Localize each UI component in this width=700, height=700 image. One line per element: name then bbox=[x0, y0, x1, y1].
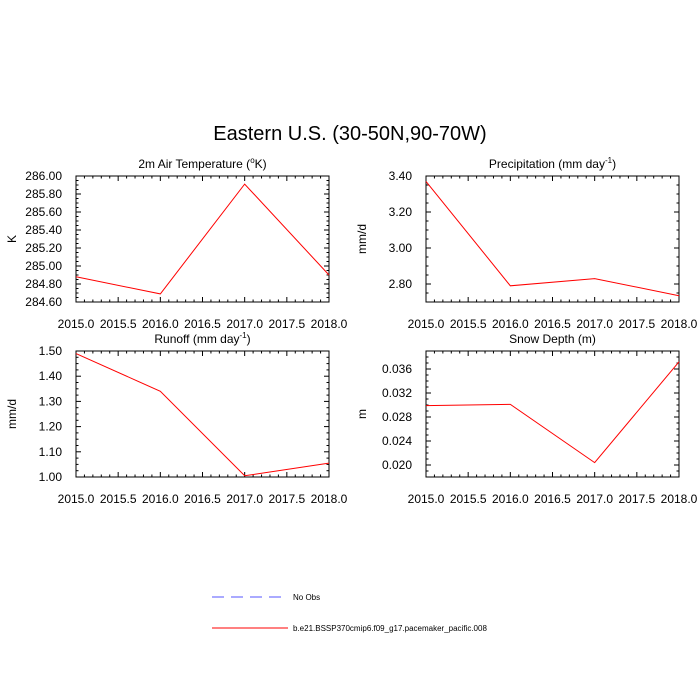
y-tick-label: 3.20 bbox=[388, 205, 412, 219]
x-tick-label: 2016.5 bbox=[184, 317, 221, 331]
x-tick-label: 2015.5 bbox=[99, 492, 137, 506]
panels bbox=[5, 156, 698, 506]
panel-title bbox=[509, 332, 596, 346]
y-tick-label: 1.10 bbox=[38, 444, 62, 459]
panel-title bbox=[138, 156, 266, 171]
figure-title: Eastern U.S. (30-50N,90-70W) bbox=[213, 123, 487, 145]
panel-title-text: Runoff (mm day bbox=[154, 332, 240, 346]
x-tick-label: 2017.5 bbox=[268, 317, 306, 331]
y-tick-label: 0.036 bbox=[381, 362, 412, 376]
y-axis-label: mm/d bbox=[5, 399, 19, 429]
y-axis-label: mm/d bbox=[355, 224, 369, 254]
y-tick-label: 286.00 bbox=[25, 169, 62, 183]
y-tick-label: 0.032 bbox=[381, 386, 412, 400]
series-line bbox=[76, 184, 329, 294]
x-tick-label: 2015.0 bbox=[407, 317, 445, 331]
x-tick-label: 2015.5 bbox=[449, 317, 487, 331]
panel-title-superscript: -1 bbox=[239, 331, 247, 340]
panel-title-superscript: o bbox=[250, 156, 255, 165]
panel-title-text: 2m Air Temperature ( bbox=[138, 157, 251, 171]
y-axis-label: K bbox=[5, 234, 19, 244]
y-tick-label: 0.020 bbox=[381, 458, 412, 472]
x-tick-label: 2016.0 bbox=[491, 492, 529, 506]
x-tick-label: 2016.0 bbox=[491, 317, 529, 331]
panel-title bbox=[489, 156, 616, 171]
x-tick-label: 2017.5 bbox=[618, 317, 656, 331]
y-tick-label: 285.80 bbox=[25, 187, 62, 201]
x-tick-label: 2017.0 bbox=[226, 317, 264, 331]
plot-frame bbox=[426, 176, 679, 302]
y-axis-label: m bbox=[355, 409, 369, 419]
legend-label-1: No Obs bbox=[293, 593, 321, 602]
y-tick-label: 1.20 bbox=[38, 419, 62, 434]
y-tick-label: 1.30 bbox=[38, 394, 62, 409]
x-tick-label: 2017.0 bbox=[576, 317, 614, 331]
plot-frame bbox=[76, 351, 329, 477]
x-tick-label: 2016.5 bbox=[184, 492, 221, 506]
series-line bbox=[426, 362, 679, 463]
panel-title-superscript: -1 bbox=[604, 156, 613, 165]
x-tick-label: 2017.0 bbox=[576, 492, 614, 506]
y-tick-label: 2.80 bbox=[388, 277, 412, 291]
x-tick-label: 2017.5 bbox=[618, 492, 656, 506]
x-tick-label: 2015.0 bbox=[57, 317, 95, 331]
y-tick-label: 285.40 bbox=[25, 223, 62, 237]
chart-panel-2 bbox=[355, 156, 698, 331]
chart-panel-3 bbox=[5, 331, 348, 506]
y-tick-label: 285.20 bbox=[25, 241, 62, 255]
panel-title-text: Precipitation (mm day bbox=[488, 157, 605, 171]
y-tick-label: 0.028 bbox=[381, 410, 412, 424]
y-tick-label: 284.80 bbox=[25, 277, 62, 291]
x-tick-label: 2016.5 bbox=[534, 492, 571, 506]
series-line bbox=[426, 181, 679, 295]
y-tick-label: 285.60 bbox=[25, 205, 62, 219]
x-tick-label: 2018.0 bbox=[660, 492, 698, 506]
x-tick-label: 2018.0 bbox=[660, 317, 698, 331]
x-tick-label: 2015.0 bbox=[57, 492, 95, 506]
y-tick-label: 1.40 bbox=[38, 369, 62, 384]
panel-title-tail: ) bbox=[612, 157, 617, 171]
y-tick-label: 285.00 bbox=[25, 259, 62, 273]
x-tick-label: 2016.0 bbox=[141, 317, 179, 331]
legend bbox=[212, 593, 487, 633]
series-line bbox=[76, 354, 329, 476]
x-tick-label: 2017.5 bbox=[268, 492, 306, 506]
x-tick-label: 2018.0 bbox=[310, 492, 348, 506]
x-tick-label: 2016.0 bbox=[141, 492, 179, 506]
y-tick-label: 3.00 bbox=[388, 241, 412, 255]
panel-title bbox=[154, 331, 250, 346]
panel-title-tail: ) bbox=[246, 332, 251, 346]
x-tick-label: 2015.5 bbox=[449, 492, 487, 506]
y-tick-label: 1.00 bbox=[38, 470, 62, 484]
legend-label-2: b.e21.BSSP370cmip6.f09_g17.pacemaker_pacific.008 bbox=[293, 624, 487, 633]
y-tick-label: 3.40 bbox=[388, 169, 412, 183]
chart-panel-1 bbox=[5, 156, 348, 331]
x-tick-label: 2015.5 bbox=[99, 317, 137, 331]
x-tick-label: 2015.0 bbox=[407, 492, 445, 506]
chart-panel-4 bbox=[355, 332, 698, 506]
x-tick-label: 2017.0 bbox=[226, 492, 264, 506]
y-tick-label: 1.50 bbox=[38, 344, 62, 358]
panel-title-text: Snow Depth (m) bbox=[509, 332, 596, 346]
x-tick-label: 2016.5 bbox=[534, 317, 571, 331]
y-tick-label: 0.024 bbox=[381, 434, 412, 448]
panel-title-tail: K) bbox=[254, 157, 267, 171]
plot-frame bbox=[426, 351, 679, 477]
x-tick-label: 2018.0 bbox=[310, 317, 348, 331]
y-tick-label: 284.60 bbox=[25, 295, 62, 309]
